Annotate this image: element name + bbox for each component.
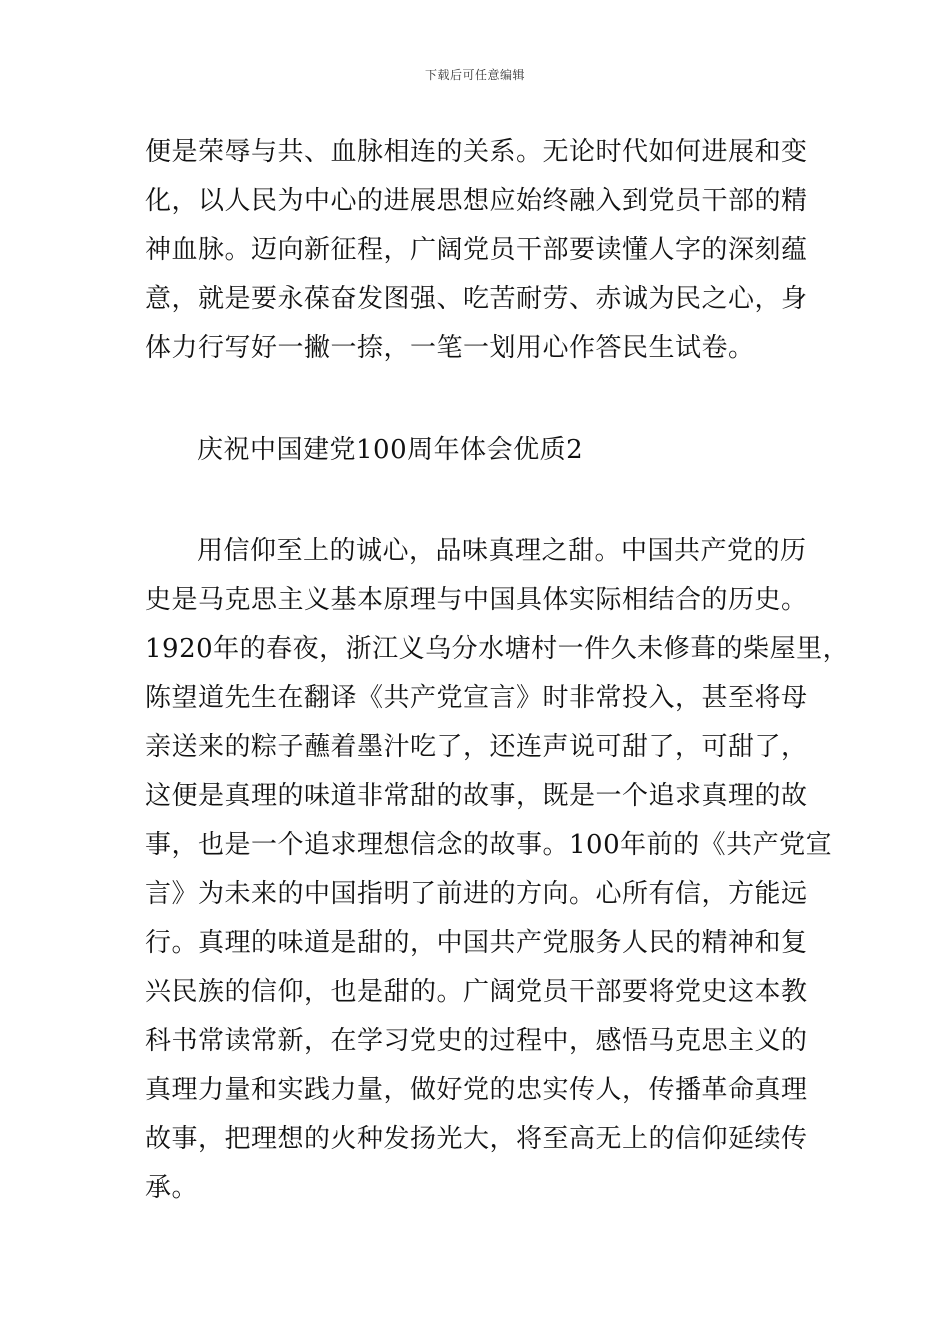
paragraph-line: 真理力量和实践力量，做好党的忠实传人，传播革命真理	[145, 1075, 808, 1105]
paragraph-line: 意，就是要永葆奋发图强、吃苦耐劳、赤诚为民之心，身	[145, 284, 808, 314]
paragraph-line: 用信仰至上的诚心，品味真理之甜。中国共产党的历	[197, 536, 807, 566]
paragraph-line: 这便是真理的味道非常甜的故事，既是一个追求真理的故	[145, 781, 808, 811]
paragraph-line: 史是马克思主义基本原理与中国具体实际相结合的历史。	[145, 585, 808, 615]
paragraph-line: 体力行写好一撇一捺，一笔一划用心作答民生试卷。	[145, 333, 755, 363]
paragraph-line: 言》为未来的中国指明了前进的方向。心所有信，方能远	[145, 879, 808, 909]
paragraph-line: 便是荣辱与共、血脉相连的关系。无论时代如何进展和变	[145, 137, 808, 167]
paragraph-line: 故事，把理想的火种发扬光大，将至高无上的信仰延续传	[145, 1124, 808, 1154]
paragraph-line: 行。真理的味道是甜的，中国共产党服务人民的精神和复	[145, 928, 808, 958]
section-heading: 庆祝中国建党100周年体会优质2	[197, 435, 584, 465]
paragraph-line: 事，也是一个追求理想信念的故事。100年前的《共产党宣	[145, 830, 833, 860]
paragraph-line: 承。	[145, 1173, 199, 1203]
paragraph-line: 陈望道先生在翻译《共产党宣言》时非常投入，甚至将母	[145, 683, 808, 713]
paragraph-line: 化，以人民为中心的进展思想应始终融入到党员干部的精	[145, 186, 808, 216]
paragraph-2	[145, 527, 850, 1213]
paragraph-1	[145, 128, 845, 373]
paragraph-line: 神血脉。迈向新征程，广阔党员干部要读懂人字的深刻蕴	[145, 235, 808, 265]
paragraph-line: 1920年的春夜，浙江义乌分水塘村一件久未修葺的柴屋里，	[145, 634, 850, 664]
paragraph-line: 兴民族的信仰，也是甜的。广阔党员干部要将党史这本教	[145, 977, 808, 1007]
paragraph-line: 亲送来的粽子蘸着墨汁吃了，还连声说可甜了，可甜了，	[145, 732, 808, 762]
paragraph-line: 科书常读常新，在学习党史的过程中，感悟马克思主义的	[145, 1026, 808, 1056]
header-note: 下载后可任意编辑	[424, 68, 525, 82]
